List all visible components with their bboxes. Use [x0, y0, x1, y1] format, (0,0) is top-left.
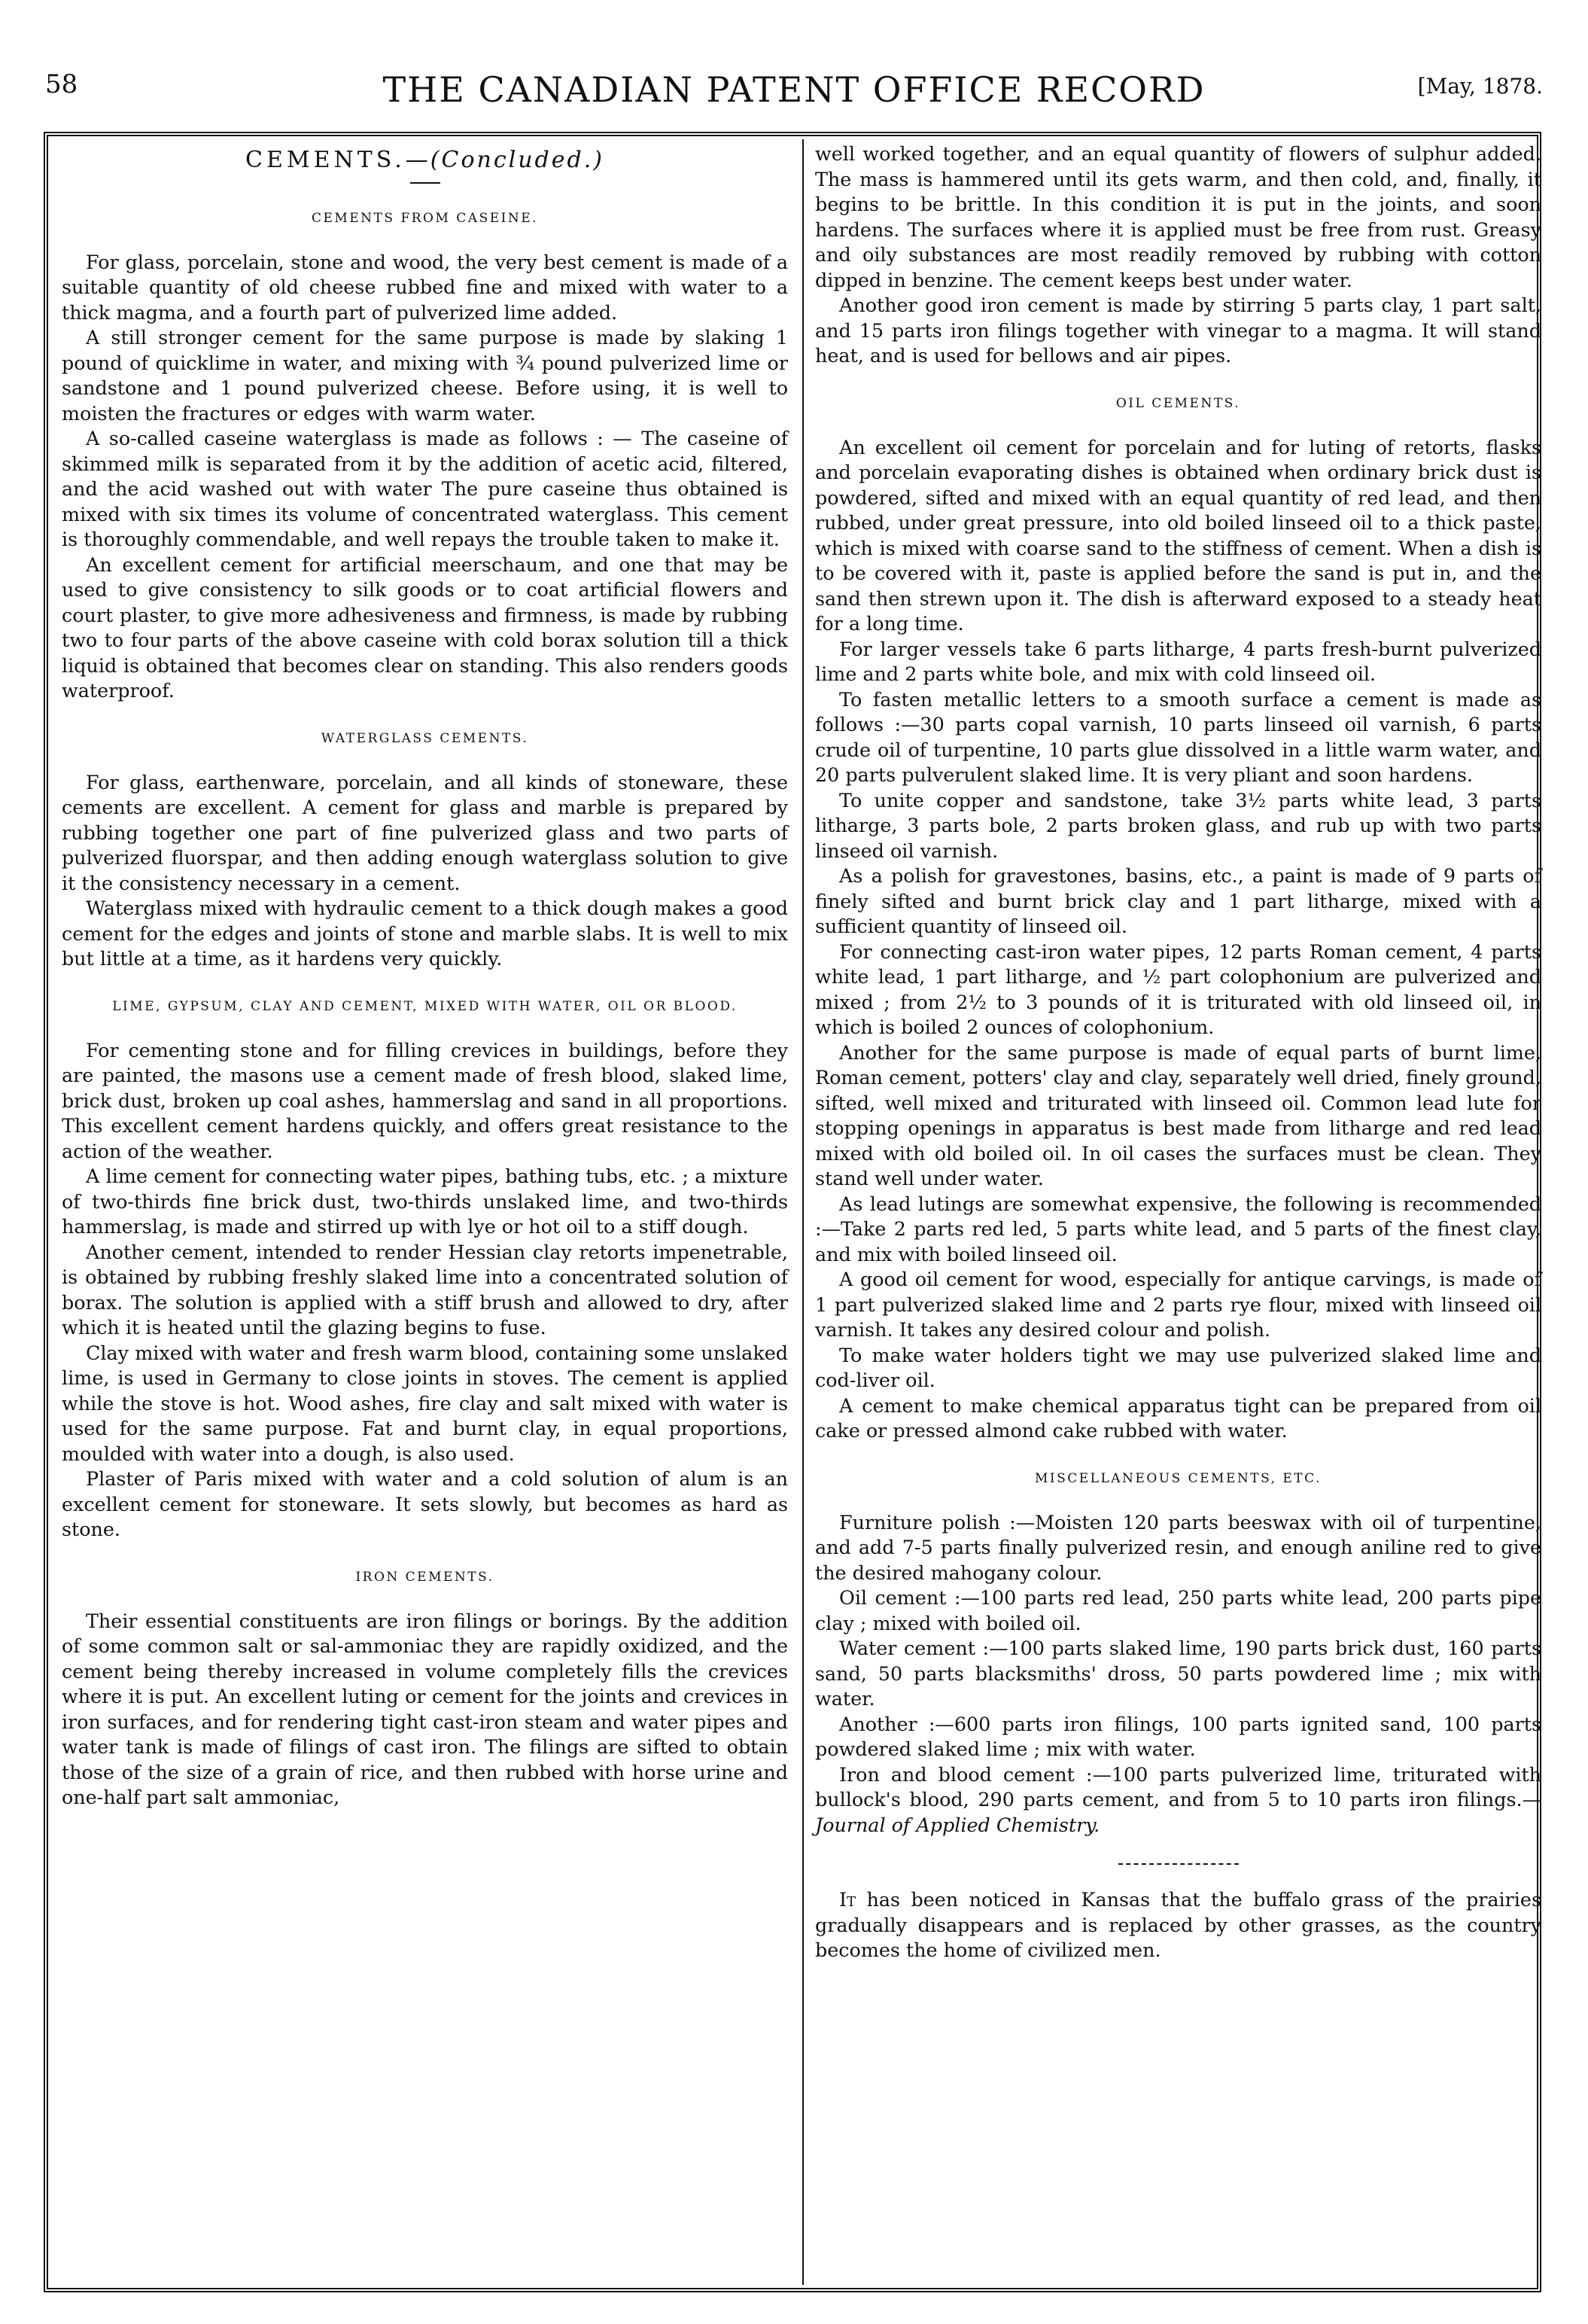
heading-oil: OIL CEMENTS. — [1115, 395, 1241, 411]
paragraph: Another good iron cement is made by stirring 5 parts clay, 1 part salt, and 15 parts iron filings together with vinegar to a magma. It will stand heat, and is used for bellows and air pipes. — [815, 294, 1541, 367]
paragraph: For connecting cast-iron water pipes, 12 parts Roman cement, 4 parts white lead, 1 part litharge, and ½ part colophonium are pulverized and mixed ; from 2½ to 3 pounds of it is triturated with old linseed oil, in which is boiled 2 ounces of colophonium. — [815, 940, 1541, 1038]
heading-waterglass: WATERGLASS CEMENTS. — [321, 730, 529, 746]
paragraph: To make water holders tight we may use pulverized slaked lime and cod-liver oil. — [815, 1343, 1541, 1391]
paragraph: An excellent cement for artificial meerschaum, and one that may be used to give consistency to silk goods or to coat artificial flowers and court plaster, to give more adhesiveness and firmness, is made by rubbing two to four parts of the above caseine with cold borax solution till a thick liquid is obtained that becomes clear on standing. This also renders goods waterproof. — [62, 553, 788, 702]
paragraph: A so-called caseine waterglass is made as follows : — The caseine of skimmed milk is separated from it by the addition of acetic acid, filtered, and the acid washed out with water The pure caseine thus obtained is mixed with six times its volume of concentrated waterglass. This cement is thoroughly commendable, and well repays the trouble taken to make it. — [62, 427, 788, 550]
paragraph: A still stronger cement for the same purpose is made by slaking 1 pound of quicklime in water, and mixing with ¾ pound pulverized lime or sandstone and 1 pound pulverized cheese. Before using, it is well to moisten the fractures or edges with warm water. — [62, 326, 788, 425]
paragraph: well worked together, and an equal quantity of flowers of sulphur added. The mass is hammered until its gets warm, and then cold, and, finally, it begins to be brittle. In this condition it is put in the joints, and soon hardens. The surfaces where it is applied must be free from rust. Greasy and oily substances are most readily removed by rubbing with cotton dipped in benzine. The cement keeps best under water. — [815, 142, 1541, 291]
paragraph: For glass, earthenware, porcelain, and all kinds of stoneware, these cements are excellent. A cement for glass and marble is prepared by rubbing together one part of fine pulverized glass and two parts of pulverized fluorspar, and then adding enough waterglass solution to give it the consistency necessary in a cement. — [62, 770, 788, 894]
heading-iron: IRON CEMENTS. — [355, 1569, 494, 1585]
section-title: CEMENTS.—(Concluded.) — [245, 147, 604, 173]
paragraph: A lime cement for connecting water pipes, bathing tubs, etc. ; a mixture of two-thirds fine brick dust, two-thirds unslaked lime, and two-thirds hammerslag, is made and stirred up with lye or hot oil to a stiff dough. — [62, 1165, 788, 1238]
paragraph: Another cement, intended to render Hessian clay retorts impenetrable, is obtained by rubbing freshly slaked lime into a concentrated solution of borax. The solution is applied with a stiff brush and allowed to dry, after which it is heated until the glazing begins to fuse. — [62, 1240, 788, 1339]
paragraph: Their essential constituents are iron filings or borings. By the addition of some common salt or sal-ammoniac they are rapidly oxidized, and the cement being thereby increased in volume completely fills the crevices where it is put. An excellent luting or cement for the joints and crevices in iron surfaces, and for rendering tight cast-iron steam and water pipes and water tank is made of filings of cast iron. The filings are sifted to obtain those of the size of a grain of rice, and then rubbed with horse urine and one-half part salt ammoniac, — [62, 1609, 788, 1808]
heading-lime-gypsum: LIME, GYPSUM, CLAY AND CEMENT, MIXED WITH WATER, OIL OR BLOOD. — [112, 998, 738, 1014]
section-subtitle: —(Concluded.) — [405, 147, 604, 173]
column-divider — [802, 139, 804, 2285]
paragraph: For larger vessels take 6 parts litharge, 4 parts fresh-burnt pulverized lime and 2 parts white bole, and mix with cold linseed oil. — [815, 637, 1541, 685]
paragraph: As lead lutings are somewhat expensive, the following is recommended :—Take 2 parts red led, 5 parts white lead, and 5 parts of the finest clay, and mix with boiled linseed oil. — [815, 1192, 1541, 1266]
paragraph: Water cement :—100 parts slaked lime, 190 parts brick dust, 160 parts sand, 50 parts blacksmiths' dross, 50 parts powdered lime ; mix with water. — [815, 1637, 1541, 1710]
paragraph: To fasten metallic letters to a smooth surface a cement is made as follows :—30 parts copal varnish, 10 parts linseed oil varnish, 6 parts crude oil of turpentine, 10 parts glue dissolved in a little warm water, and 20 parts pulverulent slaked lime. It is very pliant and soon hardens. — [815, 687, 1541, 786]
paragraph: Oil cement :—100 parts red lead, 250 parts white lead, 200 parts pipe clay ; mixed with boiled oil. — [815, 1586, 1541, 1634]
page-header — [45, 69, 1543, 114]
paragraph: Plaster of Paris mixed with water and a cold solution of alum is an excellent cement for stoneware. It sets slowly, but becomes as hard as stone. — [62, 1467, 788, 1540]
heading-caseine: CEMENTS FROM CASEINE. — [311, 210, 539, 226]
paragraph: Another for the same purpose is made of equal parts of burnt lime, Roman cement, potters' clay and clay, separately well dried, finely ground, sifted, well mixed and triturated with linseed oil. Common lead lute for stopping openings in apparatus is best made from litharge and red lead mixed with old boiled oil. In oil cases the surfaces must be clean. They stand well under water. — [815, 1040, 1541, 1189]
paragraph: Furniture polish :—Moisten 120 parts beeswax with oil of turpentine, and add 7-5 parts finally pulverized resin, and enough aniline red to give the desired mahogany colour. — [815, 1510, 1541, 1584]
paragraph: For glass, porcelain, stone and wood, the very best cement is made of a suitable quantity of old cheese rubbed fine and mixed with water to a thick magma, and a fourth part of pulverized lime added. — [62, 250, 788, 324]
title-rule — [410, 182, 440, 184]
paragraph: A good oil cement for wood, especially for antique carvings, is made of 1 part pulverized slaked lime and 2 parts rye flour, mixed with linseed oil varnish. It takes any desired colour and polish. — [815, 1268, 1541, 1341]
paragraph: As a polish for gravestones, basins, etc., a paint is made of 9 parts of finely sifted and burnt brick clay and 1 part litharge, mixed with a sufficient quantity of linseed oil. — [815, 864, 1541, 937]
right-column — [815, 142, 1541, 1963]
paragraph: Waterglass mixed with hydraulic cement to a thick dough makes a good cement for the edges and joints of stone and marble slabs. It is well to mix but little at a time, as it hardens very quickly. — [62, 897, 788, 970]
drop-word: It — [839, 1888, 856, 1911]
paragraph: Another :—600 parts iron filings, 100 parts ignited sand, 100 parts powdered slaked lime ; mix with water. — [815, 1712, 1541, 1760]
heading-miscellaneous: MISCELLANEOUS CEMENTS, ETC. — [1035, 1470, 1322, 1486]
paragraph: Clay mixed with water and fresh warm blood, containing some unslaked lime, is used in Germany to close joints in stoves. The cement is applied while the stove is hot. Wood ashes, fire clay and salt mixed with water is used for the same purpose. Fat and burnt clay, in equal proportions, moulded with water into a dough, is also used. — [62, 1341, 788, 1465]
paragraph: For cementing stone and for filling crevices in buildings, before they are painted, the masons use a cement made of fresh blood, slaked lime, brick dust, broken up coal ashes, hammerslag and sand in all proportions. This excellent cement hardens quickly, and offers great resistance to the action of the weather. — [62, 1038, 788, 1162]
paragraph: To unite copper and sandstone, take 3½ parts white lead, 3 parts litharge, 3 parts bole, 2 parts broken glass, and rub up with two parts linseed oil varnish. — [815, 788, 1541, 862]
publication-title: THE CANADIAN PATENT OFFICE RECORD — [382, 69, 1206, 110]
paragraph: A cement to make chemical apparatus tight can be prepared from oil cake or pressed almond cake rubbed with water. — [815, 1393, 1541, 1442]
page-number: 58 — [45, 69, 78, 99]
paragraph: It has been noticed in Kansas that the buffalo grass of the prairies gradually disappears and is replaced by other grasses, as the country becomes the home of civilized men. — [815, 1888, 1541, 1961]
issue-date: [May, 1878. — [1417, 74, 1543, 99]
separator-rule — [1118, 1863, 1239, 1865]
left-column — [62, 142, 788, 1811]
paragraph: An excellent oil cement for porcelain and for luting of retorts, flasks and porcelain evaporating dishes is obtained when ordinary brick dust is powdered, sifted and mixed with an equal quantity of red lead, and then rubbed, under great pressure, into old boiled linseed oil to a thick paste, which is mixed with coarse sand to the stiffness of cement. When a dish is to be covered with it, paste is applied before the sand is put in, and the sand then strewn upon it. The dish is afterward exposed to a steady heat for a long time. — [815, 435, 1541, 635]
citation: —Journal of Applied Chemistry. — [815, 1788, 1541, 1836]
paragraph: Iron and blood cement :—100 parts pulverized lime, triturated with bullock's blood, 290 parts cement, and from 5 to 10 parts iron filings.—Journal of Applied Chemistry. — [815, 1762, 1541, 1836]
